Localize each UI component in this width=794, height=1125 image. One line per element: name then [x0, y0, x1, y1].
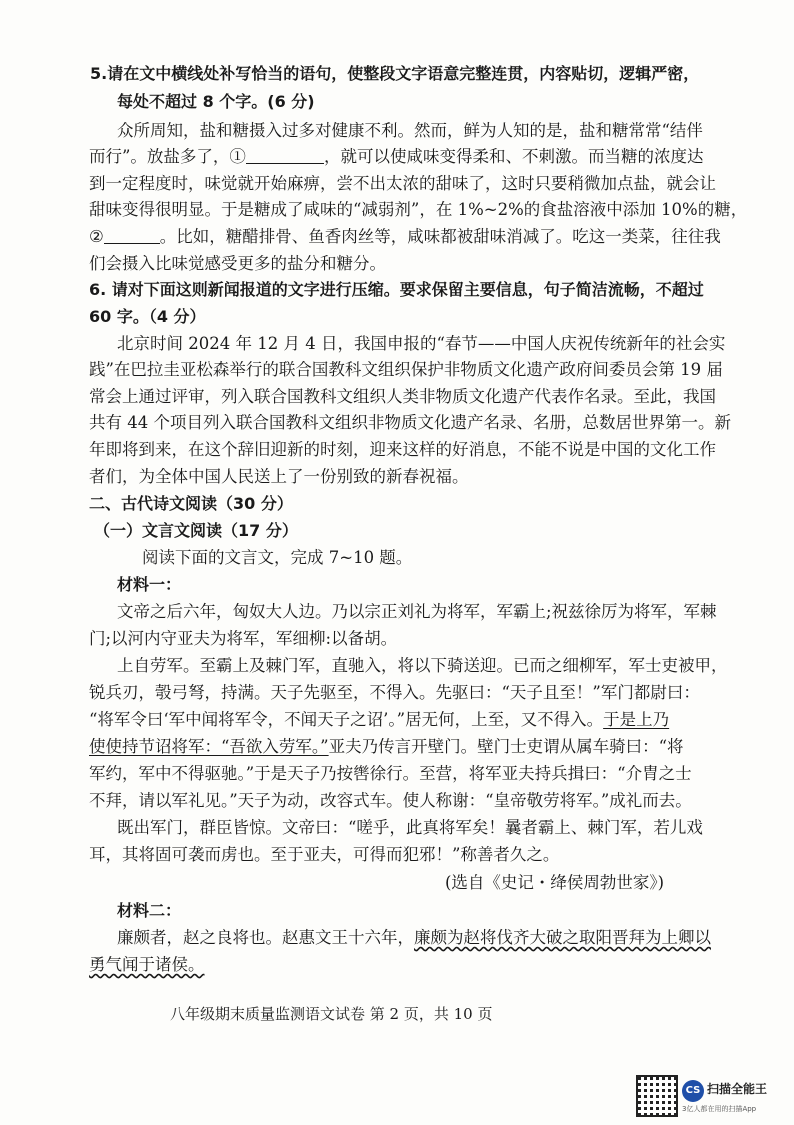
- q5-passage-line2: [89, 147, 703, 167]
- material1-line: 军约，军中不得驱驰。”于是天子乃按辔徐行。至营，将军亚夫持兵揖曰：“介胄之士: [89, 764, 692, 783]
- q6-news-line3: 常会上通过评审，列入联合国教科文组织人类非物质文化遗产代表作名录。至此，我国: [89, 387, 716, 406]
- material1-line: 文帝之后六年，匈奴大人边。乃以宗正刘礼为将军，军霸上;祝兹徐厉为将军，军棘: [117, 602, 717, 621]
- material2-label: 材料二：: [117, 901, 182, 920]
- q6-news-line1: 北京时间 2024 年 12 月 4 日，我国申报的“春节——中国人庆祝传统新年的社会实: [117, 334, 726, 353]
- q5-passage-text: ②: [89, 227, 104, 246]
- q6-news-line2: 践”在巴拉圭亚松森举行的联合国教科文组织保护非物质文化遗产政府间委员会第 19 届: [89, 360, 723, 379]
- material1-line: [89, 710, 669, 730]
- material1-label: 材料一：: [117, 575, 182, 594]
- material1-line: 既出军门，群臣皆惊。文帝曰：“嗟乎，此真将军矣！曩者霸上、棘门军，若儿戏: [117, 818, 703, 837]
- q6-prompt-line2: 60 字。（4 分）: [89, 307, 206, 326]
- q6-prompt-line1: 6. 请对下面这则新闻报道的文字进行压缩。要求保留主要信息，句子简洁流畅，不超过: [89, 280, 704, 299]
- material1-text: 亚夫乃传言开壁门。壁门士吏谓从属车骑曰：“将: [328, 737, 684, 756]
- q6-news-line5: 年即将到来，在这个辞旧迎新的时刻，迎来这样的好消息，不能不说是中国的文化工作: [89, 440, 716, 459]
- q5-prompt-line2: 每处不超过 8 个字。(6 分): [117, 92, 315, 111]
- material1-text: “将军令曰‘军中闻将军令，不闻天子之诏’。”居无何，上至，又不得入。: [89, 710, 604, 729]
- material1-line: 耳，其将固可袭而虏也。至于亚夫，可得而犯邪！”称善者久之。: [89, 845, 560, 864]
- q5-passage-line6: 们会摄入比味觉感受更多的盐分和糖分。: [89, 254, 386, 273]
- subsection-title: （一）文言文阅读（17 分）: [94, 521, 298, 540]
- section-title: 二、古代诗文阅读（30 分）: [89, 494, 293, 513]
- qr-code-icon: [636, 1075, 678, 1117]
- scanner-app-tagline: 3亿人都在用的扫描App: [682, 1105, 757, 1113]
- underlined-sentence: 使使持节诏将军：“吾欲入劳军。”: [89, 737, 329, 756]
- q5-passage-line3: 到一定程度时，味觉就开始麻痹，尝不出太浓的甜味了，这时只要稍微加点盐，就会让: [89, 174, 716, 193]
- material1-line: 上自劳军。至霸上及棘门军，直驰入，将以下骑送迎。已而之细柳军，军士吏被甲，: [117, 656, 728, 675]
- q6-news-line6: 者们，为全体中国人民送上了一份别致的新春祝福。: [89, 467, 469, 486]
- q5-passage-text: 而行”。放盐多了，①: [89, 147, 246, 166]
- page-footer: 八年级期末质量监测语文试卷 第 2 页，共 10 页: [170, 1005, 493, 1023]
- answer-blank-2[interactable]: [104, 229, 160, 244]
- scanner-app-name: 扫描全能王: [707, 1082, 768, 1096]
- wavy-underlined-sentence: 廉颇为赵将伐齐大破之取阳晋拜为上卿以: [414, 928, 711, 947]
- camscanner-logo-icon: CS: [682, 1080, 704, 1102]
- section-instruction: 阅读下面的文言文，完成 7~10 题。: [142, 548, 413, 567]
- material1-line: 不拜，请以军礼见。”天子为动，改容式车。使人称谢：“皇帝敬劳将军。”成礼而去。: [89, 791, 692, 810]
- material1-source: (选自《史记・绛侯周勃世家》): [445, 873, 665, 892]
- underlined-sentence: 于是上乃: [603, 710, 670, 729]
- material1-line: 锐兵刃，彀弓弩，持满。天子先驱至，不得入。先驱曰：“天子且至！”军门都尉曰：: [89, 683, 700, 702]
- q5-prompt-line1: 5.请在文中横线处补写恰当的语句，使整段文字语意完整连贯，内容贴切，逻辑严密，: [90, 64, 700, 83]
- material2-text: 廉颇者，赵之良将也。赵惠文王十六年，: [117, 928, 414, 947]
- q5-passage-text: ，就可以使咸味变得柔和、不刺激。而当糖的浓度达: [323, 147, 704, 166]
- answer-blank-1[interactable]: [246, 149, 324, 164]
- material2-line: [117, 928, 711, 948]
- wavy-underlined-sentence: 勇气闻于诸侯。: [89, 955, 205, 974]
- material1-line: [89, 737, 684, 757]
- q5-passage-text: 。比如，糖醋排骨、鱼香肉丝等，咸味都被甜味消减了。吃这一类菜，往往我: [159, 227, 721, 246]
- q5-passage-line5: [89, 227, 721, 247]
- material1-line: 门;以河内守亚夫为将军，军细柳:以备胡。: [89, 629, 398, 648]
- q5-passage-line4: 甜味变得很明显。于是糖成了咸味的“减弱剂”，在 1%~2%的食盐溶液中添加 10%的糖，: [89, 200, 748, 219]
- q6-news-line4: 共有 44 个项目列入联合国教科文组织非物质文化遗产名录、名册，总数居世界第一。新: [89, 413, 731, 432]
- q5-passage-line1: 众所周知，盐和糖摄入过多对健康不利。然而，鲜为人知的是，盐和糖常常“结伴: [117, 121, 703, 140]
- material2-line: [89, 955, 205, 975]
